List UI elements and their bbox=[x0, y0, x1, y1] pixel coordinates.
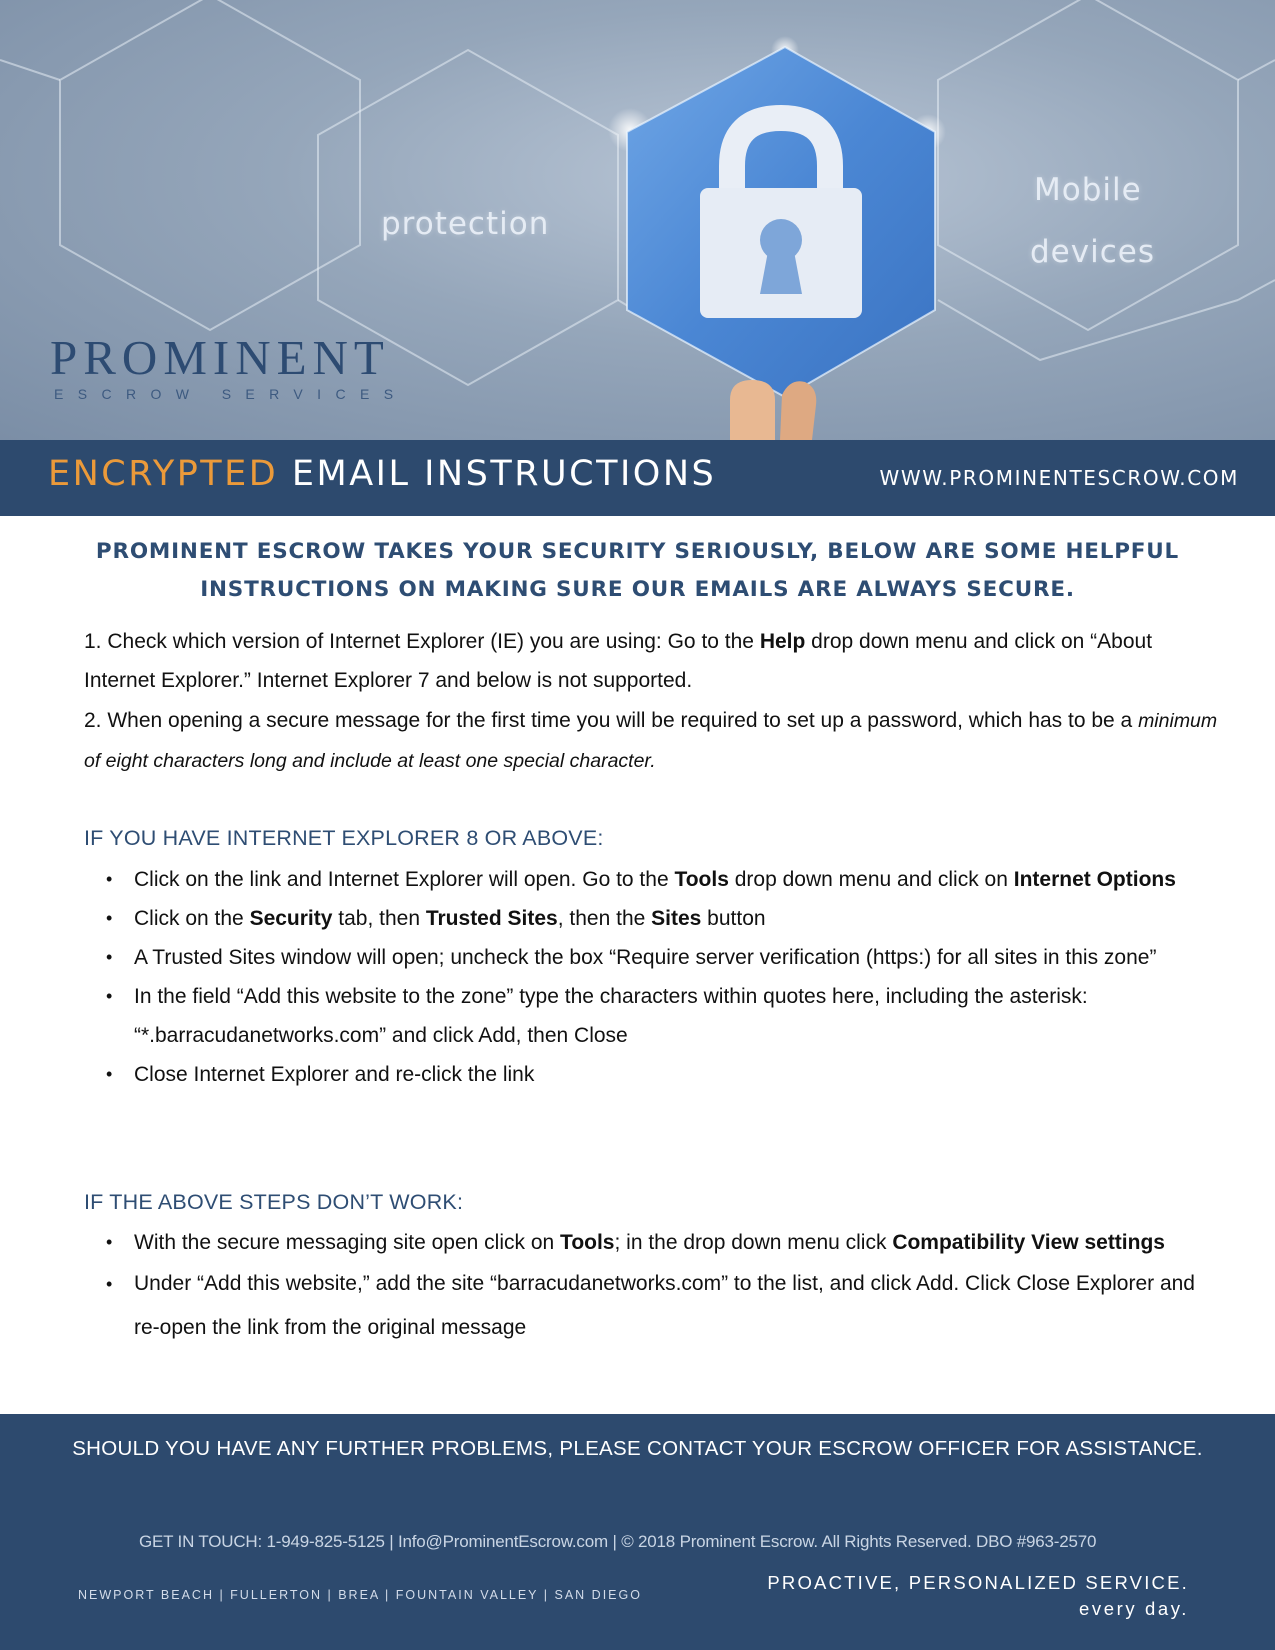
footer-cities: NEWPORT BEACH | FULLERTON | BREA | FOUNTAIN VALLEY | SAN DIEGO bbox=[78, 1588, 642, 1602]
bullet-dot-icon: • bbox=[106, 1064, 113, 1084]
list-item bbox=[104, 1055, 1204, 1094]
list-item bbox=[104, 977, 1204, 1055]
item-text: With the secure messaging site open click on bbox=[134, 1231, 561, 1254]
item-bold: Sites bbox=[651, 907, 702, 930]
list-item bbox=[104, 938, 1204, 977]
step-1-help-bold: Help bbox=[759, 630, 806, 653]
hero-word-mobile: Mobile bbox=[1034, 172, 1142, 208]
step-2-text-a: 2. When opening a secure message for the first time you will be required to set up a password, which has to be a bbox=[84, 709, 1139, 732]
step-1-text-a: 1. Check which version of Internet Explorer (IE) you are using: Go to the bbox=[84, 630, 760, 653]
item-text: button bbox=[701, 907, 766, 930]
logo-subtitle: ESCROW SERVICES bbox=[54, 386, 408, 402]
item-bold: Tools bbox=[560, 1231, 615, 1254]
bullet-dot-icon: • bbox=[106, 986, 113, 1006]
hero-word-protection: protection bbox=[381, 206, 550, 242]
item-text: , then the bbox=[557, 907, 652, 930]
website-link[interactable]: WWW.PROMINENTESCROW.COM bbox=[879, 466, 1239, 490]
bullet-dot-icon: • bbox=[106, 908, 113, 928]
footer-tagline: PROACTIVE, PERSONALIZED SERVICE. bbox=[767, 1572, 1189, 1593]
bullet-dot-icon: • bbox=[106, 1232, 113, 1252]
bullet-dot-icon: • bbox=[106, 947, 113, 967]
intro-heading bbox=[60, 533, 1215, 609]
hero-banner bbox=[0, 0, 1275, 440]
bullet-dot-icon: • bbox=[106, 1274, 113, 1294]
footer-contact-notice: SHOULD YOU HAVE ANY FURTHER PROBLEMS, PLEASE CONTACT YOUR ESCROW OFFICER FOR ASSISTANCE. bbox=[72, 1437, 1203, 1460]
logo-name: PROMINENT bbox=[50, 330, 390, 385]
item-text: ; in the drop down menu click bbox=[614, 1231, 893, 1254]
item-bold: Tools bbox=[674, 868, 729, 891]
fallback-instructions-list bbox=[104, 1223, 1204, 1350]
bullet-dot-icon: • bbox=[106, 869, 113, 889]
title-highlight: ENCRYPTED bbox=[48, 454, 279, 494]
title-rest: EMAIL INSTRUCTIONS bbox=[291, 454, 717, 494]
intro-line-2: INSTRUCTIONS ON MAKING SURE OUR EMAILS ARE ALWAYS SECURE. bbox=[200, 577, 1075, 602]
list-item bbox=[104, 899, 1204, 938]
section-heading-fallback: IF THE ABOVE STEPS DON’T WORK: bbox=[84, 1190, 464, 1214]
section-heading-ie8: IF YOU HAVE INTERNET EXPLORER 8 OR ABOVE: bbox=[84, 826, 604, 850]
list-item bbox=[104, 1223, 1204, 1262]
item-text: tab, then bbox=[332, 907, 426, 930]
item-bold: Security bbox=[249, 907, 333, 930]
company-logo bbox=[50, 330, 408, 402]
intro-line-1: PROMINENT ESCROW TAKES YOUR SECURITY SERIOUSLY, BELOW ARE SOME HELPFUL bbox=[95, 539, 1180, 564]
list-item bbox=[104, 860, 1204, 899]
item-text: Under “Add this website,” add the site “barracudanetworks.com” to the list, and click Add. Click Close Explorer and re-open the link from the original message bbox=[134, 1272, 1195, 1339]
item-text: Click on the link and Internet Explorer will open. Go to the bbox=[134, 868, 675, 891]
step-2-italic: minimum of eight characters long and include at least one special character. bbox=[84, 710, 1218, 772]
item-bold: Internet Options bbox=[1013, 868, 1176, 891]
step-1-text-c: drop down menu and click on “About Internet Explorer.” Internet Explorer 7 and below is not supported. bbox=[84, 630, 1153, 692]
padlock-icon bbox=[696, 104, 866, 324]
document-title bbox=[48, 452, 716, 496]
item-text: In the field “Add this website to the zone” type the characters within quotes here, including the asterisk: “*.barracudanetworks.com” and click Add, then Close bbox=[134, 985, 1088, 1047]
footer-get-in-touch: GET IN TOUCH: 1-949-825-5125 | Info@ProminentEscrow.com | © 2018 Prominent Escrow. All Rights Reserved. DBO #963-2570 bbox=[139, 1532, 1097, 1551]
item-text: A Trusted Sites window will open; uncheck the box “Require server verification (https:) for all sites in this zone” bbox=[134, 946, 1157, 969]
hero-word-devices: devices bbox=[1030, 234, 1155, 270]
item-text: drop down menu and click on bbox=[728, 868, 1014, 891]
list-item bbox=[104, 1262, 1204, 1350]
step-1 bbox=[84, 622, 1224, 700]
item-text: Close Internet Explorer and re-click the link bbox=[134, 1063, 535, 1086]
item-bold: Trusted Sites bbox=[425, 907, 558, 930]
item-bold: Compatibility View settings bbox=[892, 1231, 1165, 1254]
ie8-instructions-list bbox=[104, 860, 1204, 1094]
item-text: Click on the bbox=[134, 907, 250, 930]
footer-tagline-sub: every day. bbox=[1079, 1598, 1189, 1619]
step-2 bbox=[84, 701, 1224, 781]
